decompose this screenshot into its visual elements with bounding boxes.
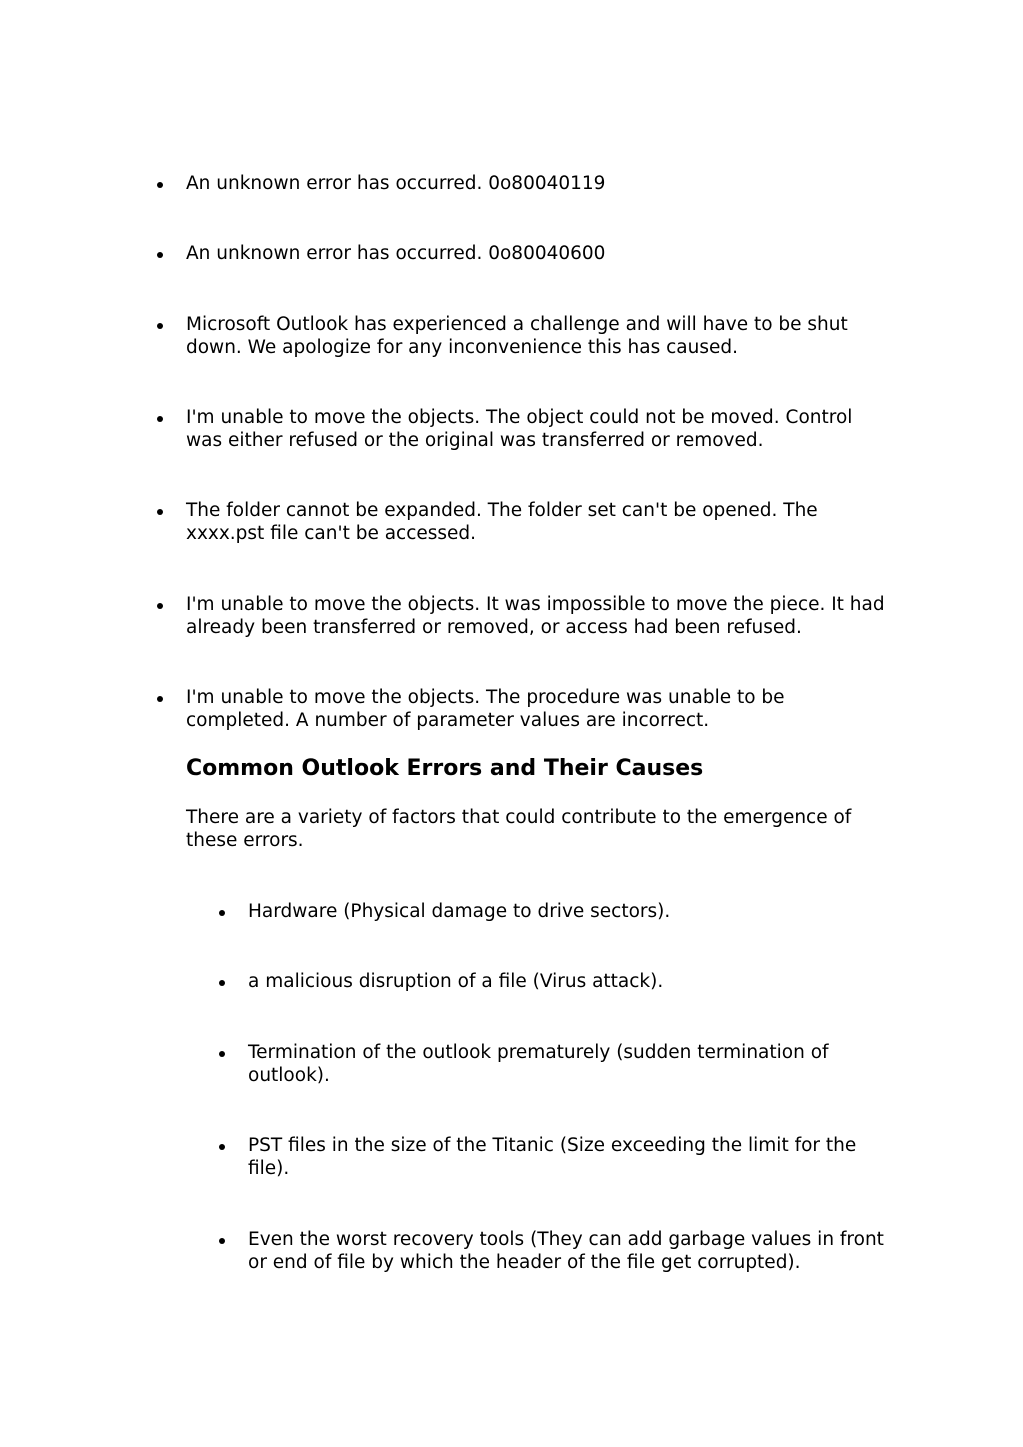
bullet-icon — [157, 252, 163, 258]
bullet-icon — [157, 182, 163, 188]
bullet-icon — [157, 603, 163, 609]
section-heading: Common Outlook Errors and Their Causes — [186, 756, 704, 781]
list-item — [186, 172, 886, 195]
list-item-text: Hardware (Physical damage to drive sectors). — [248, 901, 671, 922]
list-item-text: Termination of the outlook prematurely (sudden termination of outlook). — [248, 1042, 829, 1086]
list-item-text: I'm unable to move the objects. The procedure was unable to be completed. A number of parameter values are incorrect. — [186, 687, 785, 731]
list-item — [186, 593, 886, 639]
bullet-icon — [157, 696, 163, 702]
bullet-icon — [219, 1238, 225, 1244]
bullet-icon — [219, 1144, 225, 1150]
bullet-icon — [219, 980, 225, 986]
list-item — [186, 406, 886, 452]
list-item — [248, 1228, 888, 1274]
list-item-text: I'm unable to move the objects. The object could not be moved. Control was either refused or the original was transferred or removed. — [186, 407, 853, 451]
bullet-icon — [157, 509, 163, 515]
list-item-text: The folder cannot be expanded. The folder set can't be opened. The xxxx.pst file can't be accessed. — [186, 500, 818, 544]
bullet-icon — [157, 416, 163, 422]
list-item — [248, 1041, 888, 1087]
list-item-text: An unknown error has occurred. 0o80040119 — [186, 173, 606, 194]
list-item-text: I'm unable to move the objects. It was impossible to move the piece. It had already been transferred or removed, or access had been refused. — [186, 594, 885, 638]
list-item-text: a malicious disruption of a file (Virus attack). — [248, 971, 664, 992]
list-item — [248, 1134, 888, 1180]
section-intro: There are a variety of factors that could contribute to the emergence of these errors. — [186, 807, 852, 851]
list-item-text: Microsoft Outlook has experienced a challenge and will have to be shut down. We apologize for any inconvenience this has caused. — [186, 314, 848, 358]
list-item — [186, 499, 886, 545]
list-item — [186, 242, 886, 265]
bullet-icon — [157, 323, 163, 329]
list-item-text: PST files in the size of the Titanic (Size exceeding the limit for the file). — [248, 1135, 857, 1179]
bullet-icon — [219, 1051, 225, 1057]
list-item-text: Even the worst recovery tools (They can add garbage values in front or end of file by which the header of the file get corrupted). — [248, 1229, 884, 1273]
bullet-icon — [219, 910, 225, 916]
list-item — [186, 313, 886, 359]
list-item — [248, 970, 888, 993]
list-item — [186, 686, 886, 732]
list-item — [248, 900, 888, 923]
list-item-text: An unknown error has occurred. 0o80040600 — [186, 243, 606, 264]
